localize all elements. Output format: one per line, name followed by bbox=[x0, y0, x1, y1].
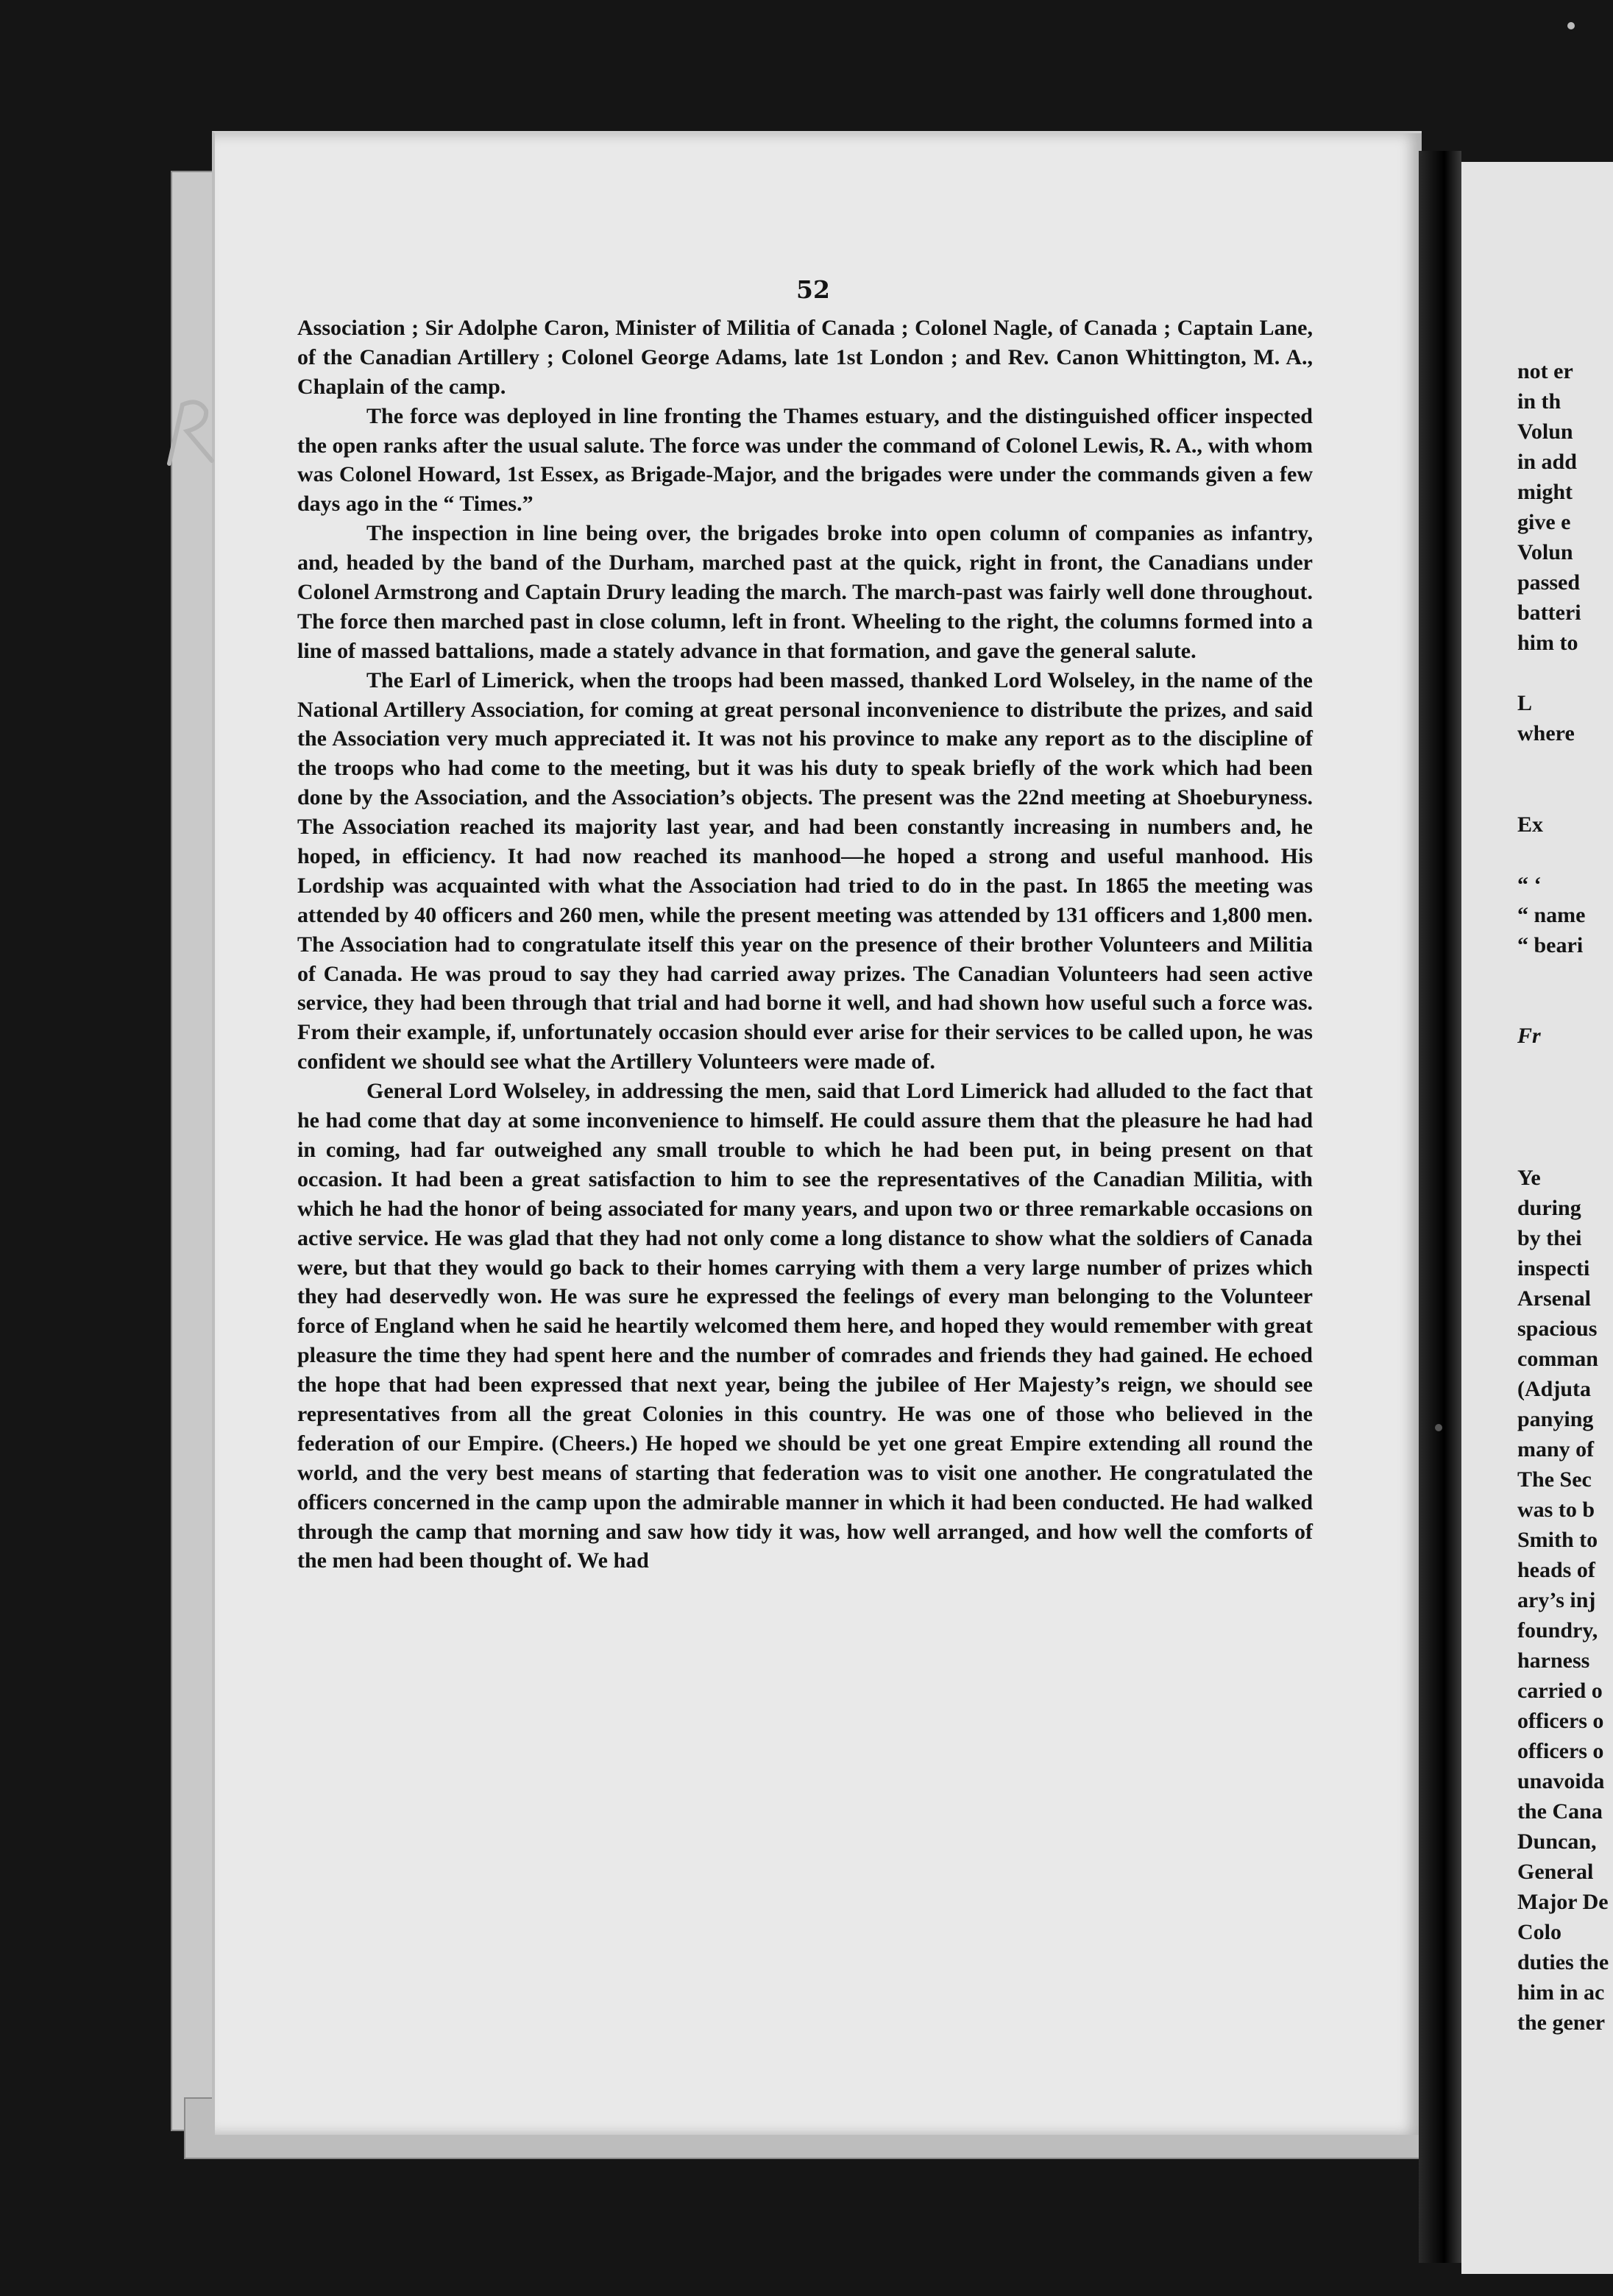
fragment-line: not er bbox=[1517, 359, 1573, 383]
fragment-line: officers o bbox=[1517, 1709, 1604, 1733]
fragment-line: in th bbox=[1517, 389, 1561, 414]
fragment-line: passed bbox=[1517, 570, 1581, 595]
dust-speck bbox=[1435, 1424, 1442, 1431]
fragment-line: him in ac bbox=[1517, 1980, 1605, 2005]
fragment-line: L bbox=[1517, 691, 1533, 715]
fragment-line: Fr bbox=[1517, 1024, 1541, 1048]
book-gutter bbox=[1419, 151, 1461, 2263]
fragment-line: officers o bbox=[1517, 1739, 1604, 1763]
fragment-line bbox=[1517, 991, 1613, 1021]
fragment-line: General bbox=[1517, 1860, 1594, 1884]
paragraph: The force was deployed in line fronting the Thames estuary, and the distinguished officer inspected the open ranks after the usual salute. The force was under the command of Colonel Lewis, R. A., with whom was Colonel Howard, 1st Essex, as Brigade-Major, and the brigades were under the commands given a few days ago in the “ Times.” bbox=[297, 403, 1313, 517]
dust-speck bbox=[1567, 22, 1575, 29]
fragment-line: comman bbox=[1517, 1347, 1598, 1371]
paragraph: General Lord Wolseley, in addressing the men, said that Lord Limerick had alluded to the fact that he had come that day at some inconvenience to himself. He could assure them that the pleasure he had had in coming, had far outweighed any small trouble to which he had been put, in being present on that occasion. It had been a great satisfaction to him to see the representatives of the Canadian Militia, with which he had the honor of being associated for many years, and upon two or three remarkable occasions on active service. He was glad that they had not only come a long distance to show what the soldiers of Canada were, but that they would go back to their homes carrying with them a very large number of prizes which they had deservedly won. He was sure he expressed the feelings of every man belonging to the Volunteer force of England when he said he heartily welcomed them here, and hoped they would remember with great pleasure the time they had spent here and the number of comrades and friends they had gained. He echoed the hope that had been expressed that next year, being the jubilee of Her Majesty’s reign, we should see representatives from all the great Colonies in this country. He was one of those who believed in the federation of our Empire. (Cheers.) He hoped we should be yet one great Empire extending all round the world, and the very best means of starting that federation was to visit one another. He congratulated the officers concerned in the camp upon the admirable manner in which it had been conducted. He had walked through the camp that morning and saw how tidy it was, how well arranged, and how well the comforts of the men had been thought of. We had bbox=[297, 1079, 1313, 1573]
fragment-line: duties the bbox=[1517, 1950, 1609, 1974]
fragment-line: Volun bbox=[1517, 419, 1573, 444]
paragraph: The Earl of Limerick, when the troops had been massed, thanked Lord Wolseley, in the name of the National Artillery Association, for coming at great personal inconvenience to distribute the prizes, and said the Association very much appreciated it. It was not his province to make any report as to the discipline of the troops who had come to the meeting, but it was his duty to speak briefly of the work which had been done by the Association, and the Association’s objects. The present was the 22nd meeting at Shoeburyness. The Association reached its majority last year, and had been constantly increasing in numbers and, he hoped, in efficiency. It had now reached its manhood—he hoped a strong and useful manhood. His Lordship was acquainted with what the Association had tried to do in the past. In 1865 the meeting was attended by 40 officers and 260 men, while the present meeting was attended by 131 officers and 1,800 men. The Association had to congratulate itself this year on the presence of their brother Volunteers and Militia of Canada. He was proud to say they had carried away prizes. The Canadian Volunteers had seen active service, they had been through that trial and had borne it well, and had shown how useful such a force was. From their example, if, unfortunately occasion should ever arise for their services to be called upon, he was confident we should see what the Artillery Volunteers were made of. bbox=[297, 667, 1313, 1074]
right-page-middle-fragments bbox=[1517, 809, 1613, 1051]
fragment-line: carried o bbox=[1517, 1679, 1603, 1703]
fragment-line: Ex bbox=[1517, 812, 1544, 837]
fragment-line: him to bbox=[1517, 631, 1578, 655]
fragment-line bbox=[1517, 960, 1613, 991]
fragment-line: ary’s inj bbox=[1517, 1588, 1596, 1612]
fragment-line: might bbox=[1517, 480, 1573, 504]
fragment-line: the gener bbox=[1517, 2010, 1606, 2035]
fragment-line: “ beari bbox=[1517, 933, 1584, 957]
fragment-line: during bbox=[1517, 1196, 1581, 1220]
fragment-line: many of bbox=[1517, 1437, 1595, 1461]
fragment-line: “ ‘ bbox=[1517, 873, 1542, 897]
fragment-line: unavoida bbox=[1517, 1769, 1605, 1793]
right-page-bottom-fragments bbox=[1517, 1163, 1613, 2038]
fragment-line: the Cana bbox=[1517, 1799, 1603, 1824]
fragment-line: Ye bbox=[1517, 1166, 1541, 1190]
fragment-line: give e bbox=[1517, 510, 1571, 534]
pencil-mark-icon bbox=[155, 390, 243, 478]
fragment-line: Major De bbox=[1517, 1890, 1609, 1914]
fragment-line: harness bbox=[1517, 1648, 1590, 1673]
fragment-line: foundry, bbox=[1517, 1618, 1598, 1643]
body-text bbox=[297, 313, 1313, 1576]
fragment-line: “ name bbox=[1517, 903, 1586, 927]
fragment-line: (Adjuta bbox=[1517, 1377, 1592, 1401]
page-number: 52 bbox=[796, 275, 830, 304]
fragment-line: where bbox=[1517, 721, 1575, 745]
fragment-line: panying bbox=[1517, 1407, 1594, 1431]
fragment-line: batteri bbox=[1517, 600, 1581, 625]
fragment-line: Volun bbox=[1517, 540, 1573, 564]
paragraph: The inspection in line being over, the brigades broke into open column of companies as infantry, and, headed by the band of the Durham, marched past at the quick, right in front, the Canadians under Colonel Armstrong and Captain Drury leading the march. The march-past was fairly well done throughout. The force then marched past in close column, left in front. Wheeling to the right, the columns formed into a line of massed battalions, made a stately advance in that formation, and gave the general salute. bbox=[297, 521, 1313, 663]
fragment-line bbox=[1517, 658, 1613, 688]
fragment-line: in add bbox=[1517, 450, 1577, 474]
fragment-line: spacious bbox=[1517, 1317, 1598, 1341]
fragment-line bbox=[1517, 840, 1613, 870]
right-page-top-fragments bbox=[1517, 356, 1613, 748]
fragment-line: Smith to bbox=[1517, 1528, 1598, 1552]
fragment-line: Duncan, bbox=[1517, 1829, 1597, 1854]
fragment-line: heads of bbox=[1517, 1558, 1595, 1582]
fragment-line: The Sec bbox=[1517, 1467, 1592, 1492]
fragment-line: Colo bbox=[1517, 1920, 1561, 1944]
fragment-line: by thei bbox=[1517, 1226, 1582, 1250]
fragment-line: was to b bbox=[1517, 1498, 1595, 1522]
paragraph: Association ; Sir Adolphe Caron, Minister of Militia of Canada ; Colonel Nagle, of Canada ; Captain Lane, of the Canadian Artillery ; Colonel George Adams, late 1st London ; and Rev. Canon Whittington, M. A., Chaplain of the camp. bbox=[297, 316, 1313, 399]
fragment-line: inspecti bbox=[1517, 1256, 1590, 1280]
fragment-line: Arsenal bbox=[1517, 1286, 1591, 1311]
